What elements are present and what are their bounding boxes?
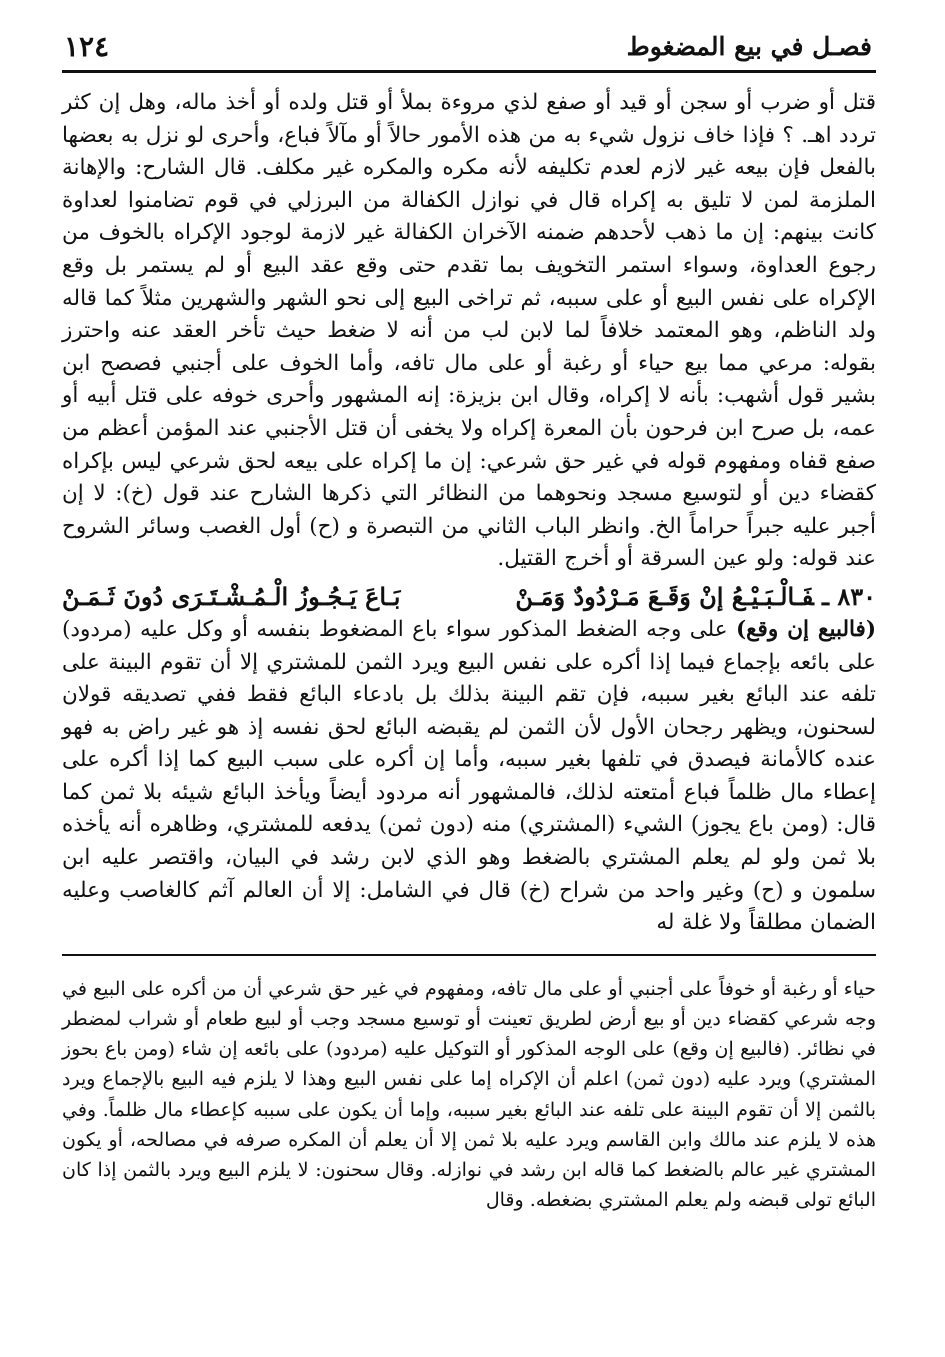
verse-number: ٨٣٠ ـ (821, 581, 876, 611)
running-header (62, 26, 876, 73)
book-page (62, 26, 876, 1215)
commentary-text: على وجه الضغط المذكور سواء باع المضغوط بنفسه أو وكل عليه (مردود) على بائعه بإجماع فيما إذا أكره على نفس البيع ويرد الثمن للمشتري إلا أن تقوم البينة على تلفه عند البائع بغير سببه، فإن تقم البينة بذلك بل بادعاء البائع فقط ففي تصديقه قولان لسحنون، ويظهر رجحان الأول لأن الثمن لم يقبضه البائع لحق نفسه إذ هو غير راض به فهو عنده كالأمانة فيصدق في تلفها بغير سببه، وأما إن أكره على سبب البيع كما إذا أكره على إعطاء مال ظلماً فباع أمتعته لذلك، فالمشهور أنه مردود أيضاً ويأخذ البائع شيئه بلا ثمن كما قال: (ومن باع يجوز) الشيء (المشتري) منه (دون ثمن) يدفعه للمشتري، وظاهره أنه يأخذه بلا ثمن ولو لم يعلم المشتري بالضغط وهو الذي لابن رشد في البيان، واقتصر عليه ابن سلمون و (ح) وغير واحد من شراح (خ) قال في الشامل: إلا أن العالم آثم كالغاصب وعليه الضمان مطلقاً ولا غلة له (62, 616, 876, 936)
commentary-paragraph (62, 614, 876, 940)
verse-line (62, 580, 876, 614)
footnote-divider (62, 954, 876, 956)
page-number: ١٢٤ (64, 30, 110, 63)
verse-first-half (515, 580, 876, 614)
verse-hemistich-2: بَـاعَ يَـجُـوزُ الْـمُـشْـتَـرَى دُونَ ثَـمَـنْ (62, 581, 401, 611)
main-text (62, 87, 876, 940)
chapter-title: فصـل في بيع المضغوط (626, 32, 872, 61)
footnote-text: حياء أو رغبة أو خوفاً على أجنبي أو على مال تافه، ومفهوم في غير حق شرعي أن من أكره على البيع في وجه شرعي كقضاء دين أو بيع أرض لطريق تعينت أو توسيع مسجد وجب أو لبيع طعام أو شراب لمضطر في نظائر. (فالبيع إن وقع) على الوجه المذكور أو التوكيل عليه (مردود) على بائعه إن شاء (ومن باع بحوز المشتري) ويرد عليه (دون ثمن) اعلم أن الإكراه إما على نفس البيع وهذا لا يلزم فيه البيع بالإجماع ويرد بالثمن إلا أن تقوم البينة على تلفه عند البائع بغير سببه، وإما أن يكون على سببه كإعطاء مال ظلماً. وفي هذه لا يلزم عند مالك وابن القاسم ويرد عليه بلا ثمن إلا أن يعلم أن المكره صرفه في مصالحه، أو يكون المشتري غير عالم بالضغط كما قاله ابن رشد في نوازله. وقال سحنون: لا يلزم البيع ويرد بالثمن إذا كان البائع تولى قبضه ولم يعلم المشتري بضغطه. وقال (62, 977, 876, 1212)
verse-hemistich-1: فَـالْـبَـيْـعُ إنْ وَقَـعَ مَـرْدُودٌ وَمَـنْ (515, 581, 814, 611)
commentary-lead: (فالبيع إن وقع) (735, 616, 876, 642)
body-paragraph: قتل أو ضرب أو سجن أو قيد أو صفع لذي مروءة بملأ أو قتل ولده أو أخذ ماله، وهل إن كثر تردد اهـ. ؟ فإذا خاف نزول شيء به من هذه الأمور حالاً أو مآلاً فباع، وأحرى لو نزل به بعضها بالفعل فإن بيعه غير لازم لعدم تكليفه لأنه مكره والمكره غير مكلف. قال الشارح: والإهانة الملزمة لمن لا تليق به إكراه قال في نوازل الكفالة من البرزلي في قوم تضامنوا لعداوة كانت بينهم: إن ما ذهب لأحدهم ضمنه الآخران الكفالة غير لازمة لوجود الإكراه بالخوف من رجوع العداوة، وسواء استمر التخويف بما تقدم حتى وقع عقد البيع أو لم يستمر بل وقع الإكراه على نفس البيع أو على سببه، ثم تراخى البيع إلى نحو الشهر والشهرين مثلاً كما قاله ولد الناظم، وهو المعتمد خلافاً لما لابن لب من أنه لا ضغط حيث تأخر العقد عنه واحترز بقوله: مرعي مما بيع حياء أو رغبة أو على مال تافه، وأما الخوف على أجنبي فصصح ابن بشير قول أشهب: بأنه لا إكراه، وقال ابن بزيزة: إنه المشهور وأحرى خوفه على قتل أبيه أو عمه، بل صرح ابن فرحون بأن المعرة إكراه ولا يخفى أن قتل الأجنبي عند المؤمن أعظم من صفع قفاه ومفهوم قوله في غير حق شرعي: إن ما إكراه على بيعه لحق شرعي ليس بإكراه كقضاء دين أو لتوسيع مسجد ونحوهما من النظائر التي ذكرها الشارح عند قول (خ): لا إن أجبر عليه جبراً حراماً الخ. وانظر الباب الثاني من التبصرة و (ح) أول الغصب وسائر الشروح عند قوله: ولو عين السرقة أو أخرج القتيل. (62, 90, 876, 572)
